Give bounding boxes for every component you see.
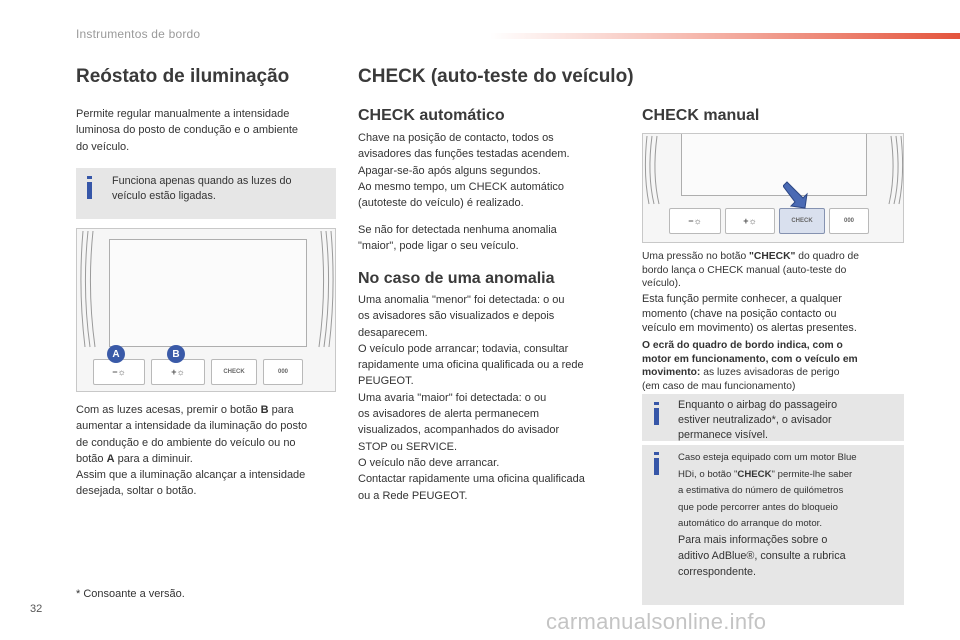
check-manual-text-part: Uma pressão no botão [642,251,750,262]
check-button-ref: CHECK [737,468,772,480]
dimmer-minus-button[interactable] [669,208,721,234]
anomaly-text: Uma anomalia "menor" foi detectada: o ou os avisadores são visualizados e depois desaparecem. O veículo pode arrancar; todavia, consultar rapidamente uma oficina qualificada ou a rede PEUGEOT. Uma avaria "maior" foi detectada: o ou os avisadores de alerta permanecem visualizados, acompanhados do avisador STOP ou SERVICE. O veículo não deve arrancar. Contactar rapidamente uma oficina qualificada ou a Rede PEUGEOT. [358,294,585,502]
dimmer-plus-button[interactable] [151,359,205,385]
button-b-ref: B [260,404,269,416]
rheostat-dashboard-figure [76,228,336,392]
airbag-note-text: Enquanto o airbag do passageiro estiver neutralizado*, o avisador permanece visível. [678,399,838,442]
check-manual-text-3 [642,339,912,393]
check-dashboard-figure [642,133,904,243]
check-manual-bold: O ecrã do quadro de bordo indica, com o motor em funcionamento, com o veículo em movimento: [642,340,858,379]
dimmer-minus-icon: −☼ [688,216,702,226]
button-a-ref: A [106,452,115,465]
info-icon-dot [87,176,92,179]
callout-a: A [107,345,125,363]
rheostat-note-text: Funciona apenas quando as luzes do veículo estão ligadas. [112,175,292,203]
info-icon-dot [654,402,659,405]
footnote: * Consoante a versão. [76,588,185,600]
check-manual-text-part: as luzes avisadoras de perigo (em caso de mau funcionamento) [642,367,840,392]
page-number: 32 [30,603,43,615]
rheostat-instr-part: Com as luzes acesas, premir o botão [76,404,261,416]
check-auto-text: Chave na posição de contacto, todos os avisadores das funções testadas acendem. Apagar-se-ão após alguns segundos. Ao mesmo tempo, um CHECK automático (autoteste do veículo) é realizado. [358,132,570,210]
pointing-arrow-icon [783,178,823,218]
bluehdi-note-text [678,450,902,533]
check-button-ref: "CHECK" [749,251,796,262]
check-auto-title: CHECK automático [358,107,505,124]
section-title: Instrumentos de bordo [76,27,201,41]
check-section-title: CHECK (auto-teste do veículo) [358,66,634,87]
check-button[interactable]: CHECK [211,359,257,385]
zero-button[interactable]: 000 [263,359,303,385]
check-manual-text-part: do quadro de bordo lança o CHECK manual (auto-teste do veículo). [642,251,859,290]
info-icon [87,182,92,199]
dimmer-plus-button[interactable] [725,208,775,234]
header-accent-rule [490,33,960,39]
dimmer-minus-icon: −☼ [112,367,126,377]
display-screen [109,239,307,347]
bluehdi-note-part: " permite-lhe saber a estimativa do número de quilómetros que pode percorrer antes do bloqueio automático do arranque do motor. [678,468,853,529]
check-manual-title: CHECK manual [642,107,760,124]
dimmer-plus-icon: +☼ [171,367,185,377]
rheostat-instr-part: para aumentar a intensidade da iluminação do posto de condução e do ambiente do veículo ou no botão [76,404,308,465]
rheostat-title: Reóstato de iluminação [76,66,290,87]
callout-b: B [167,345,185,363]
adblue-note-text: Para mais informações sobre o aditivo AdBlue®, consulte a rubrica correspondente. [678,534,846,578]
info-icon-dot [654,452,659,455]
dimmer-plus-icon: +☼ [743,216,757,226]
watermark: carmanualsonline.info [546,609,767,634]
rheostat-intro: Permite regular manualmente a intensidade luminosa do posto de condução e o ambiente do veículo. [76,108,298,153]
check-button[interactable]: CHECK [779,208,825,234]
rheostat-instr-part: para a diminuir. Assim que a iluminação alcançar a intensidade desejada, soltar o botão. [76,452,306,498]
check-auto-text-2: Se não for detectada nenhuma anomalia "maior", pode ligar o seu veículo. [358,224,557,253]
check-manual-text-2: Esta função permite conhecer, a qualquer momento (chave na posição contacto ou veículo em movimento) os alertas presentes. [642,293,857,334]
rheostat-instructions [76,402,351,500]
anomaly-title: No caso de uma anomalia [358,270,555,287]
zero-button[interactable]: 000 [829,208,869,234]
bluehdi-note-part: Caso esteja equipado com um motor Blue HDi, o botão " [678,452,857,480]
info-icon [654,458,659,475]
check-manual-text-1 [642,250,912,291]
dimmer-minus-button[interactable] [93,359,145,385]
display-screen [681,134,867,196]
info-icon [654,408,659,425]
